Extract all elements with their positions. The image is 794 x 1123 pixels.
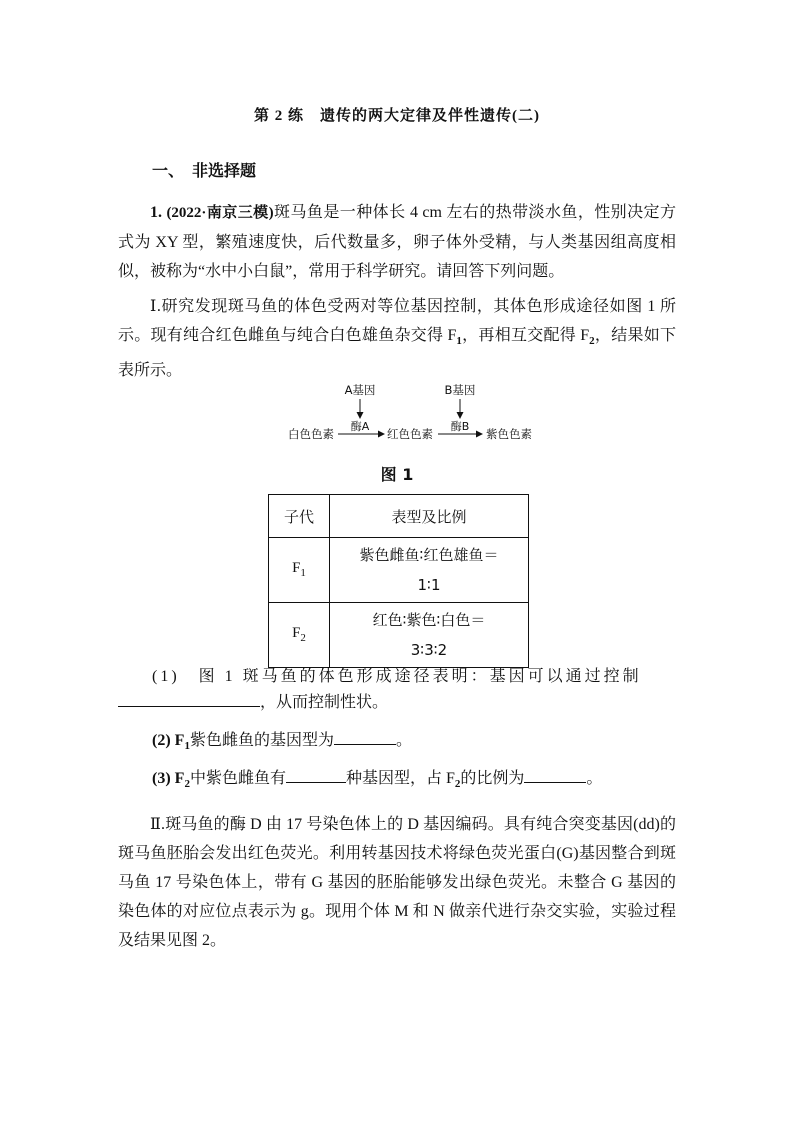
figure-1-caption: 图 1 bbox=[380, 465, 414, 484]
header-phenotype: 表型及比例 bbox=[330, 495, 529, 538]
question-number: 1. bbox=[150, 204, 162, 221]
question-1-2 bbox=[152, 728, 676, 759]
q1-text: (1) 图 1 斑马鱼的体色形成途径表明：基因可以通过控制 bbox=[152, 668, 642, 685]
answer-blank-3[interactable] bbox=[286, 766, 346, 783]
enzyme-a-label: 酶A bbox=[350, 420, 370, 433]
table-cell-generation: $F_2$ bbox=[269, 603, 330, 668]
question-source: (2022·南京三模) bbox=[166, 205, 274, 221]
intro-rest: 方式为 XY 型，繁殖速度快，后代数量多，卵子体外受精，与人类基因组高度相似，被称为“水中小白鼠”，常用于科学研究。请回答下列问题。 bbox=[118, 204, 676, 280]
sub-2: 2 bbox=[589, 335, 595, 348]
question-1-1-cont bbox=[118, 690, 388, 716]
q3-end: 。 bbox=[586, 770, 603, 787]
white-pigment-label: 白色色素 bbox=[288, 427, 334, 441]
table-row bbox=[269, 538, 529, 603]
q2-sub: 1 bbox=[184, 740, 190, 753]
q1-text-end: ，从而控制性状。 bbox=[260, 694, 389, 711]
figure-1-pathway-diagram bbox=[286, 380, 546, 450]
sub-1: 1 bbox=[456, 335, 462, 348]
q3-text-3: 的比例为 bbox=[460, 770, 525, 787]
table-cell-phenotype: 紫色雌鱼∶红色雄鱼＝ 1∶1 bbox=[330, 538, 529, 603]
q2-end: 。 bbox=[395, 732, 412, 749]
q2-text: 紫色雌鱼的基因型为 bbox=[189, 732, 334, 749]
gene-a-label: A基因 bbox=[344, 383, 376, 397]
table-cell-generation: $F_1$ bbox=[269, 538, 330, 603]
part1-text-b: ，再相互交配得 F bbox=[461, 327, 590, 344]
table-header-row bbox=[269, 495, 529, 538]
question-1-intro bbox=[118, 198, 676, 286]
part1-paragraph bbox=[118, 292, 676, 385]
q2-label: (2) F bbox=[152, 732, 185, 749]
part1-text-a: Ⅰ.研究发现斑马鱼的体色受两对等位基因控制，其体色形成途径如图 1 所示。现有纯合红色雌鱼与纯合白色雄鱼杂交得 F bbox=[118, 298, 676, 344]
q3-text-2: 种基因型，占 F bbox=[345, 770, 455, 787]
answer-blank-4[interactable] bbox=[524, 766, 586, 783]
part2-text: Ⅱ.斑马鱼的酶 D 由 17 号染色体上的 D 基因编码。具有纯合突变基因(dd)的斑马鱼胚胎会发出红色荧光。利用转基因技术将绿色荧光蛋白(G)基因整合到斑马鱼 17 号染色体上，带有 G 基因的胚胎能够发出绿色荧光。未整合 G 基因的染色体的对应位点表示为 g。现用个体 M 和 N 做亲代进行杂交实验，实验过程及结果见图 2。 bbox=[118, 816, 676, 949]
answer-blank-2[interactable] bbox=[334, 728, 396, 745]
red-pigment-label: 红色色素 bbox=[387, 427, 433, 441]
q3-text: 中紫色雌鱼有 bbox=[189, 770, 286, 787]
answer-blank-1[interactable] bbox=[118, 690, 260, 707]
results-table bbox=[268, 494, 529, 668]
q3-sub: 2 bbox=[184, 778, 190, 791]
question-1-1 bbox=[152, 664, 676, 690]
part1-text-c: ，结果如下表所示。 bbox=[118, 327, 676, 380]
table-cell-phenotype: 红色∶紫色∶白色＝ 3∶3∶2 bbox=[330, 603, 529, 668]
q3-sub-2: 2 bbox=[454, 778, 461, 791]
q3-label: (3) F bbox=[152, 770, 185, 787]
page-title: 第 2 练 遗传的两大定律及伴性遗传(二) bbox=[254, 108, 540, 124]
header-offspring: 子代 bbox=[269, 495, 330, 538]
question-1-3 bbox=[152, 766, 676, 797]
intro-line1: 斑马鱼是一种体长 4 cm 左右的热带淡水鱼，性别决定 bbox=[273, 204, 660, 221]
gene-b-label: B基因 bbox=[444, 383, 476, 397]
purple-pigment-label: 紫色色素 bbox=[486, 427, 532, 441]
part2-paragraph bbox=[118, 810, 676, 955]
enzyme-b-label: 酶B bbox=[450, 420, 470, 433]
table-row bbox=[269, 603, 529, 668]
section-heading: 一、 非选择题 bbox=[152, 161, 257, 180]
